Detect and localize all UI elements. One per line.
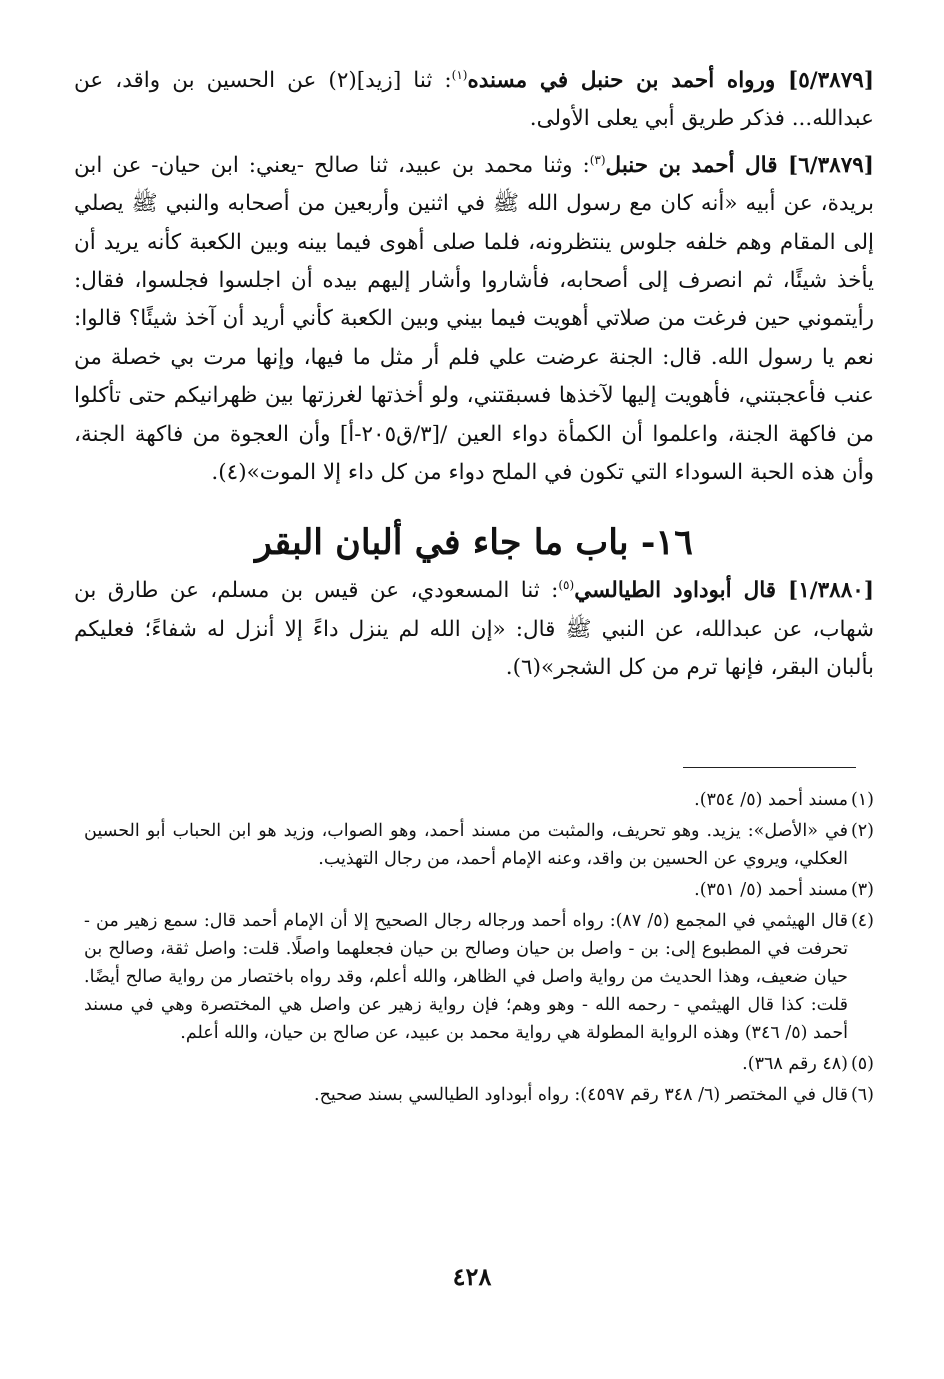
hadith-text: : ثنا المسعودي، عن قيس بن مسلم، عن طارق بن شهاب، عن عبدالله، عن النبي ﷺ قال: «إن الله لم ينزل داءً إلا أنزل له شفاءً؛ فعليكم بألبان البقر، فإنها ترم من كل الشجر»(٦). (74, 578, 874, 681)
hadith-text: : وثنا محمد بن عبيد، ثنا صالح -يعني: ابن حيان- عن ابن بريدة، عن أبيه «أنه كان مع رسول الله ﷺ في اثنين وأربعين من أصحابه والنبي ﷺ يصلي إلى المقام وهم خلفه جلوس ينتظرونه، فلما صلى أهوى فيما بينه وبين الكعبة كأنه يريد أن يأخذ شيئًا، ثم انصرف إلى أصحابه، فأشاروا وأشار إليهم بيده أن اجلسوا فجلسوا، فقال: رأيتموني حين فرغت من صلاتي أهويت فيما بيني وبين الكعبة كأني أريد أن آخذ شيئًا؟ قالوا: نعم يا رسول الله. قال: الجنة عرضت علي فلم أر مثل ما فيها، وإنها مرت بي خصلة من عنب فأعجبتني، فأهويت إليها لآخذها فسبقتني، ولو أخذتها لغرزتها بين ظهرانيكم حتى تأكلوا من فاكهة الجنة، واعلموا أن الكمأة دواء العين /[٣/ق٢٠٥-أ] وأن العجوة من فاكهة الجنة، وأن هذه الحبة السوداء التي تكون في الملح دواء من كل داء إلا الموت»(٤). (74, 152, 874, 486)
page-number: ٤٢٨ (452, 1262, 492, 1291)
hadith-text: : ثنا [زيد](٢) عن الحسين بن واقد، عن عبدالله... فذكر طريق أبي يعلى الأولى. (74, 68, 874, 132)
footnote-text: قال في المختصر (٦/ ٣٤٨ رقم ٤٥٩٧): رواه أبوداود الطيالسي بسند صحيح. (314, 1085, 848, 1105)
footnote-separator (683, 767, 856, 768)
footnote-marker: (١) (451, 67, 468, 82)
chapter-heading: ١٦- باب ما جاء في ألبان البقر (255, 522, 693, 564)
footnote-marker: (٣) (589, 152, 606, 167)
footnote-number: (٤) (850, 911, 874, 931)
hadith-paragraph-2 (74, 147, 874, 493)
footnotes (84, 786, 874, 1109)
footnote-number: (٦) (850, 1085, 874, 1105)
hadith-paragraph-1 (74, 62, 874, 139)
footnote-4 (84, 907, 874, 1047)
footnote-number: (٥) (850, 1054, 874, 1074)
footnote-1 (84, 786, 874, 814)
hadith-reference: [٦/٣٨٧٩] قال أحمد بن حنبل (605, 152, 874, 178)
footnote-number: (١) (850, 790, 874, 810)
main-text (74, 62, 874, 688)
footnote-3 (84, 876, 874, 904)
footnote-6 (84, 1081, 874, 1109)
hadith-paragraph-3 (74, 572, 874, 687)
footnote-text: في «الأصل»: يزيد. وهو تحريف، والمثبت من مسند أحمد، وهو الصواب، وزيد هو ابن الحباب أبو الحسين العكلي، ويروي عن الحسين بن واقد، وعنه الإمام أحمد، من رجال التهذيب. (84, 821, 848, 869)
footnote-text: (٤٨ رقم ٣٦٨). (742, 1054, 848, 1074)
footnote-2 (84, 817, 874, 873)
hadith-reference: [١/٣٨٨٠] قال أبوداود الطيالسي (574, 578, 874, 604)
footnote-marker: (٥) (558, 578, 575, 593)
footnote-text: قال الهيثمي في المجمع (٥/ ٨٧): رواه أحمد ورجاله رجال الصحيح إلا أن الإمام أحمد قال: سمع زهير من - تحرفت في المطبوع إلى: بن - واصل بن حيان وصالح بن حيان فجعلهما واصلًا. قلت: واصل ثقة، وصالح بن حيان ضعيف، وهذا الحديث من رواية واصل في الظاهر، والله أعلم، وقد رواه باختصار من رواية صالح أيضًا. قلت: كذا قال الهيثمي - رحمه الله - وهو وهم؛ فإن رواية زهير عن واصل هي المختصرة وهي في مسند أحمد (٥/ ٣٤٦) وهذه الرواية المطولة هي رواية محمد بن عبيد، عن صالح بن حيان، والله أعلم. (84, 911, 848, 1043)
footnote-number: (٢) (850, 821, 874, 841)
footnote-text: مسند أحمد (٥/ ٣٥١). (694, 880, 848, 900)
footnote-number: (٣) (850, 880, 874, 900)
hadith-reference: [٥/٣٨٧٩] ورواه أحمد بن حنبل في مسنده (467, 68, 874, 93)
footnote-text: مسند أحمد (٥/ ٣٥٤). (694, 790, 848, 810)
footnote-5 (84, 1050, 874, 1078)
